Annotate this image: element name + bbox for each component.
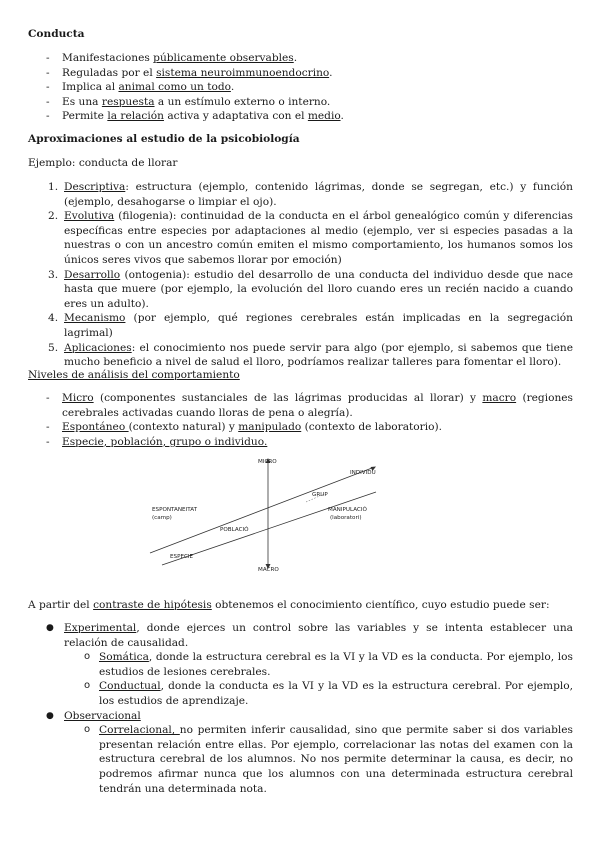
population-line xyxy=(162,492,376,565)
list-item: - Implica al animal como un todo. xyxy=(28,80,573,95)
micro-label: MICRO xyxy=(258,459,277,465)
camp-label: (camp) xyxy=(152,515,172,521)
laboratori-label: (laboratori) xyxy=(330,515,362,521)
list-item: - Es una respuesta a un estímulo externo o interno. xyxy=(28,95,573,110)
niveles-list xyxy=(28,391,573,449)
list-item: 4. Mecanismo (por ejemplo, qué regiones cerebrales están implicadas en la segregación lagrimal) xyxy=(48,312,573,339)
list-item: 1. Descriptiva: estructura (ejemplo, contenido lágrimas, donde se segregan, etc.) y función (ejemplo, desahogarse o limpiar el ojo). xyxy=(48,181,573,208)
list-item: 5. Aplicaciones: el conocimiento nos puede servir para algo (por ejemplo, si sabemos que tiene mucho beneficio a nivel de salud el lloro, podríamos realizar talleres para fomentar el lloro). xyxy=(48,341,573,369)
list-item-correlacional: o Correlacional, no permiten inferir causalidad, sino que permite saber si dos variables presentan relación entre ellas. Por ejemplo, correlacionar las notas del examen con la estructura cerebral de los alumnos. No nos permite determinar la causa, es decir, no podremos afirmar nunca que los alumnos con una determinada estructura cerebral tendrán una determinada nota. xyxy=(84,724,573,795)
grup-label: GRUP xyxy=(312,492,328,498)
conducta-list xyxy=(28,51,573,124)
list-item: - Reguladas por el sistema neuroimmunoendocrino. xyxy=(28,66,573,81)
list-item: 2. Evolutiva (filogenia): continuidad de la conducta en el árbol genealógico común y diferencias específicas entre especies por adaptaciones al medio (ejemplo, ver si especies pasadas a la nuestras o con un ancestro común emiten el mismo comportamiento, los humanos somos los únicos seres vivos que sabemos llorar por emoción) xyxy=(48,210,573,266)
contraste-intro: A partir del contraste de hipótesis obtenemos el conocimiento científico, cuyo estudio puede ser: xyxy=(28,599,550,611)
example-line: Ejemplo: conducta de llorar xyxy=(28,157,178,169)
list-item: - Permite la relación activa y adaptativa con el medio. xyxy=(28,109,573,124)
list-item-somatica: o Somática, donde la estructura cerebral es la VI y la VD es la conducta. Por ejemplo, los estudios de lesiones cerebrales. xyxy=(84,651,573,678)
list-item-conductual: o Conductual, donde la conducta es la VI y la VD es la estructura cerebral. Por ejemplo, los estudios de aprendizaje. xyxy=(84,680,573,707)
aproximaciones-list xyxy=(28,180,573,370)
list-item: - Micro (componentes sustanciales de las lágrimas producidas al llorar) y macro (regiones cerebrales activadas cuando lloras de pena o alegría). xyxy=(28,391,573,420)
section-title-conducta: Conducta xyxy=(28,28,85,40)
individu-label: INDIVIDU xyxy=(350,470,376,476)
manipulacio-label: MANIPULACIÓ xyxy=(328,507,367,513)
list-item: - Espontáneo (contexto natural) y manipulado (contexto de laboratorio). xyxy=(28,420,573,435)
section-title-niveles: Niveles de análisis del comportamiento xyxy=(28,369,240,381)
section-title-aproximaciones: Aproximaciones al estudio de la psicobiología xyxy=(28,133,300,145)
list-item: - Manifestaciones públicamente observables. xyxy=(28,51,573,66)
list-item-experimental: ● Experimental, donde ejerces un control sobre las variables y se intenta establecer una relación de causalidad. xyxy=(46,622,573,649)
espontaneitat-label: ESPONTANEITAT xyxy=(152,507,198,513)
poblacio-label: POBLACIÓ xyxy=(220,527,249,533)
list-item: 3. Desarrollo (ontogenia): estudio del desarrollo de una conducta del individuo desde que nace hasta que muere (por ejemplo, la evolución del lloro cuando eres un recién nacido a cuando eres un adulto). xyxy=(48,268,573,310)
macro-label: MACRO xyxy=(258,567,279,573)
list-item-observacional: ● Observacional xyxy=(46,709,141,722)
especie-label: ESPECIE xyxy=(170,554,194,560)
list-item: - Especie, población, grupo o individuo. xyxy=(28,435,573,450)
contraste-list xyxy=(28,621,573,796)
levels-diagram xyxy=(140,452,400,580)
